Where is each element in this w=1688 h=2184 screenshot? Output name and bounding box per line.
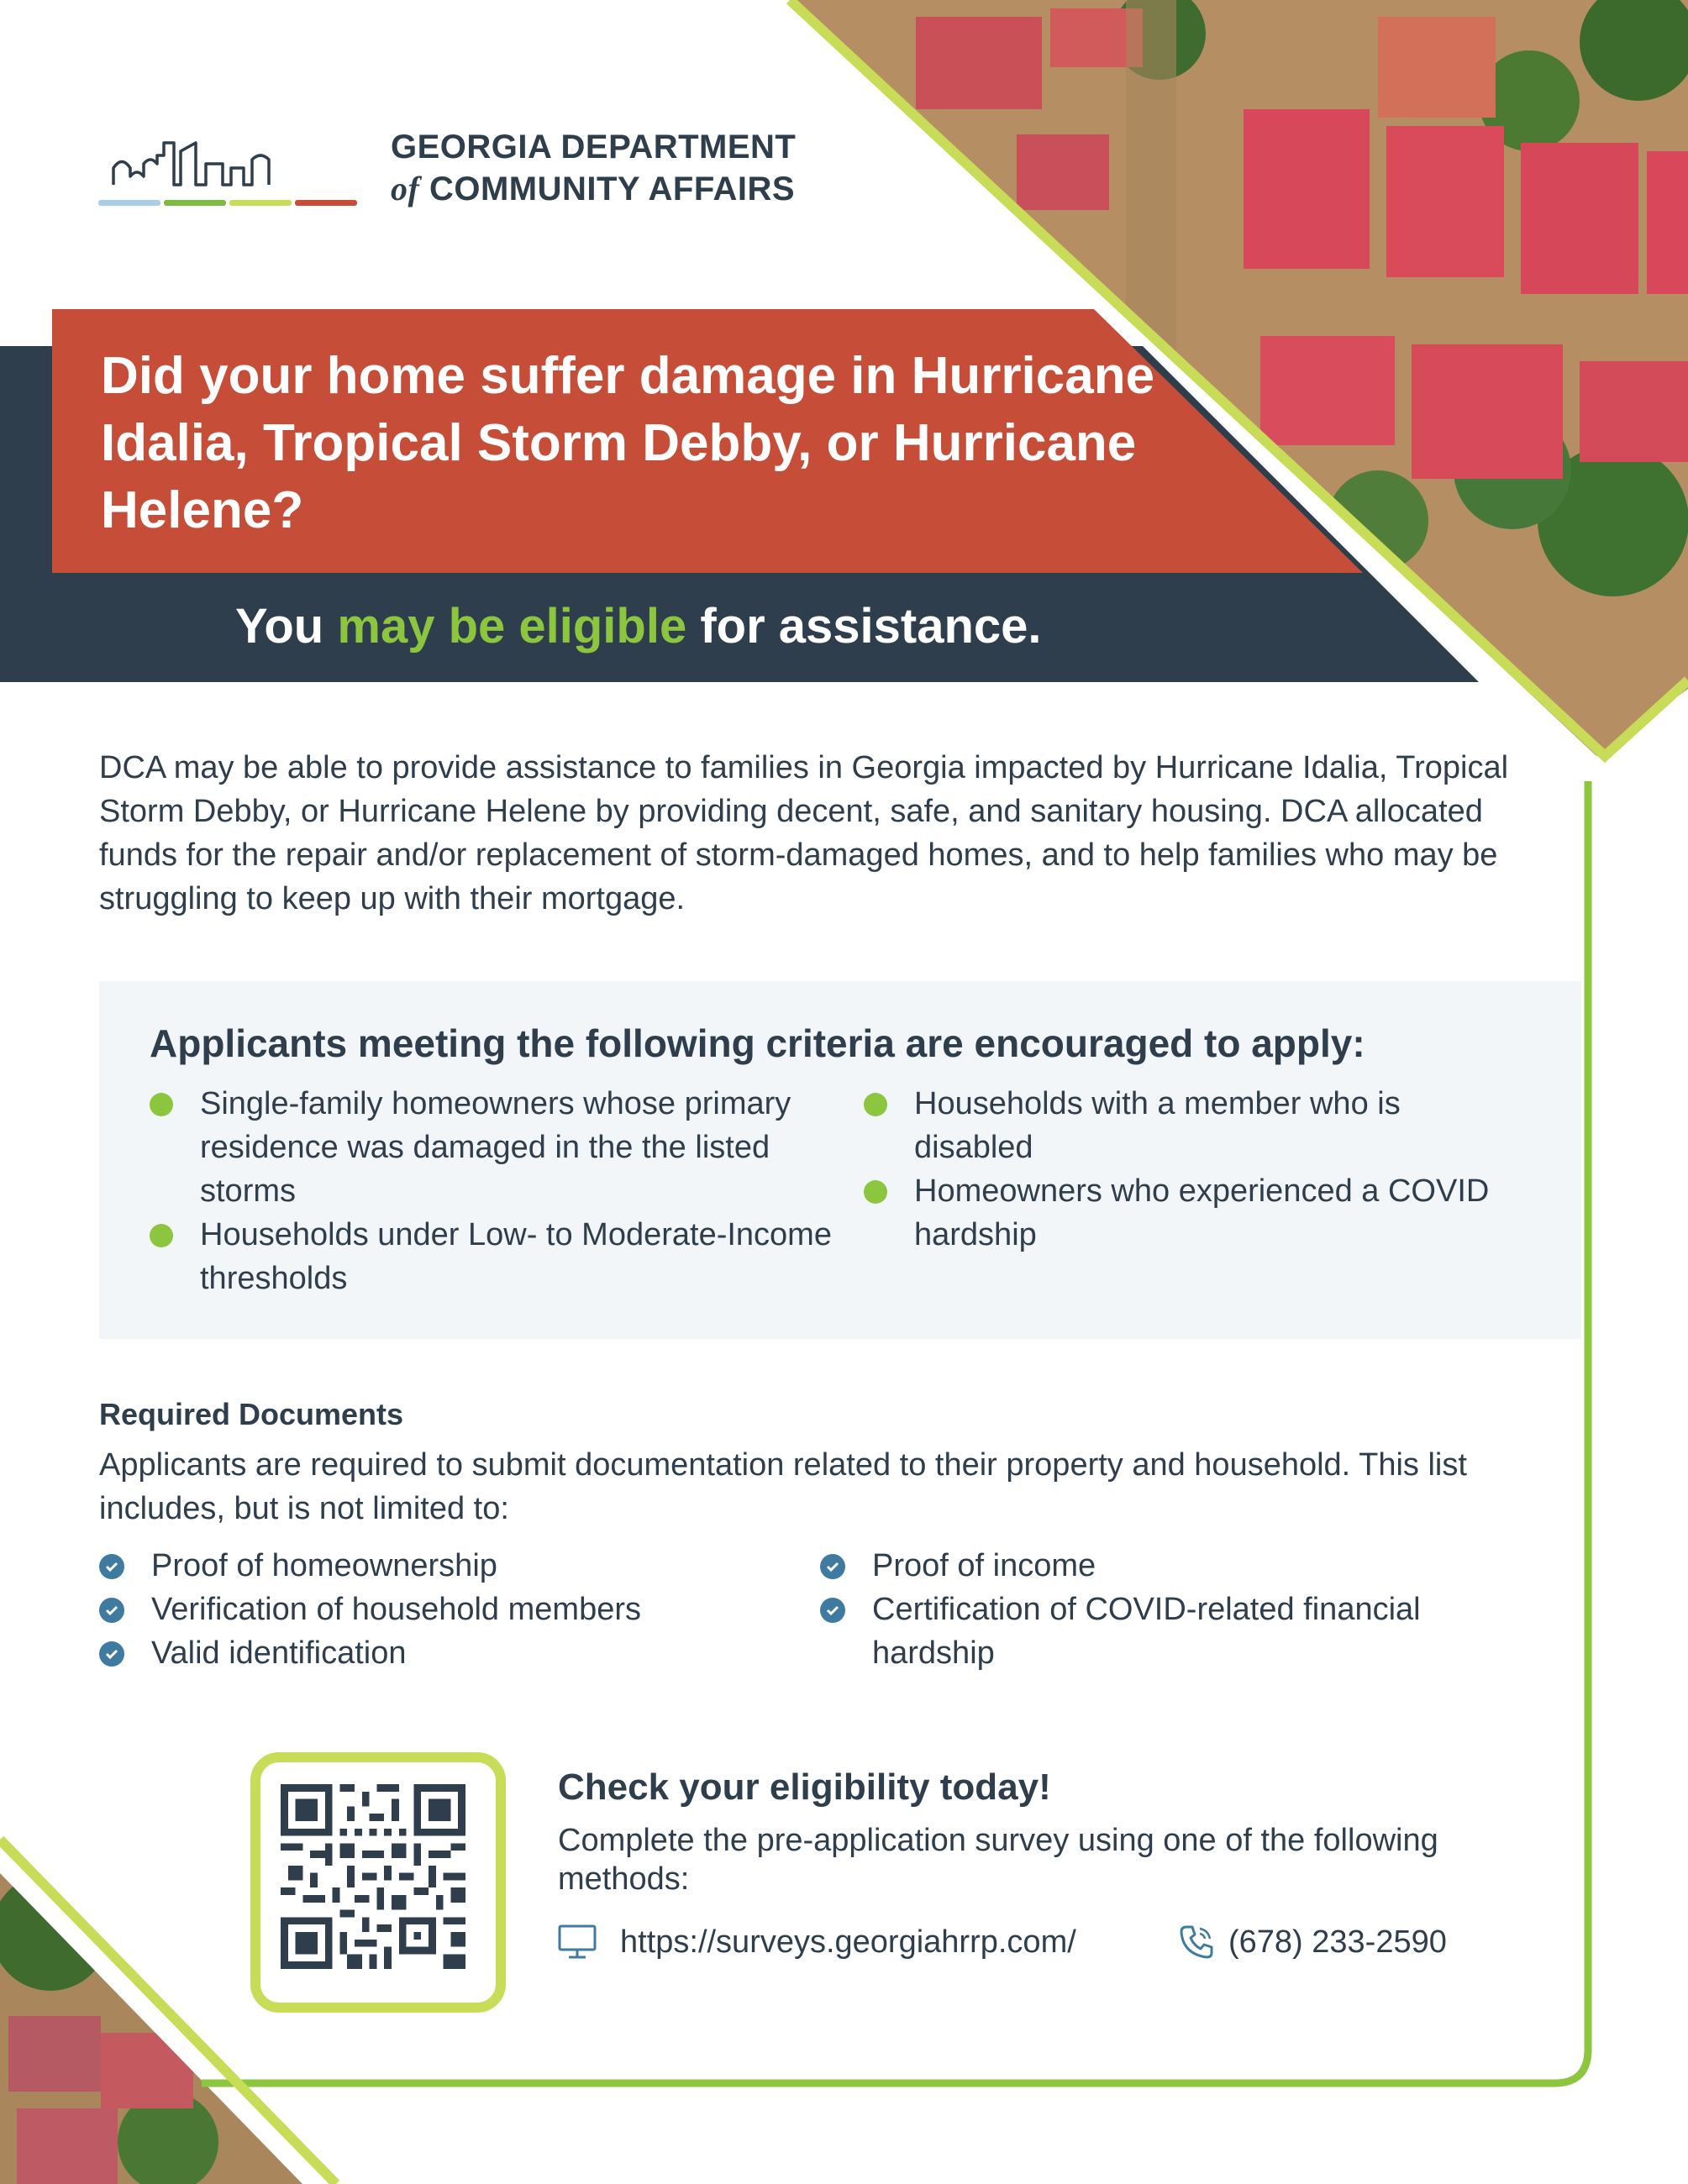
document-item-text: Certification of COVID-related financial hardship <box>872 1592 1421 1671</box>
checkmark-icon <box>820 1554 845 1579</box>
criteria-list-left <box>150 1082 847 1300</box>
checkmark-icon <box>99 1641 124 1667</box>
agency-name-line1: GEORGIA DEPARTMENT <box>391 129 797 165</box>
computer-monitor-icon <box>558 1924 597 1961</box>
criteria-item <box>864 1169 1502 1257</box>
agency-name-community: COMMUNITY AFFAIRS <box>429 171 796 207</box>
bullet-dot-icon <box>150 1224 173 1247</box>
agency-name <box>391 126 796 210</box>
criteria-item <box>150 1082 847 1213</box>
headline-question: Did your home suffer damage in Hurricane Idalia, Tropical Storm Debby, or Hurricane Helene? <box>101 347 1155 539</box>
intro-paragraph: DCA may be able to provide assistance to families in Georgia impacted by Hurricane Idalia, Tropical Storm Debby, or Hurricane Helene by providing decent, safe, and sanitary housing. DCA allocated funds for the repair and/or replacement of storm-damaged homes, and to help families who may be struggling to keep up with their mortgage. <box>99 750 1509 916</box>
eligibility-subheadline <box>235 593 1042 660</box>
cta-body: Complete the pre-application survey using one of the following methods: <box>558 1823 1438 1897</box>
eligible-highlight: may be eligible <box>337 599 687 654</box>
document-item-text: Proof of income <box>872 1548 1096 1583</box>
criteria-list-right <box>864 1082 1502 1257</box>
phone-icon <box>1178 1924 1215 1961</box>
eligible-prefix: You <box>235 599 324 654</box>
criteria-title: Applicants meeting the following criteria are encouraged to apply: <box>150 1021 1365 1065</box>
cta-title: Check your eligibility today! <box>558 1767 1051 1808</box>
documents-list-right <box>820 1544 1459 1675</box>
criteria-item-text: Households with a member who is disabled <box>914 1086 1401 1165</box>
document-item-text: Verification of household members <box>151 1592 641 1627</box>
document-item <box>99 1588 822 1631</box>
document-item <box>99 1544 822 1588</box>
criteria-item-text: Households under Low- to Moderate-Income thresholds <box>200 1217 832 1296</box>
documents-intro: Applicants are required to submit documentation related to their property and household. This list includes, but is not limited to: <box>99 1447 1467 1526</box>
criteria-item-text: Single-family homeowners whose primary residence was damaged in the the listed storms <box>200 1086 791 1209</box>
qr-code[interactable] <box>281 1784 465 1969</box>
criteria-item-text: Homeowners who experienced a COVID hardship <box>914 1173 1490 1252</box>
document-item-text: Proof of homeownership <box>151 1548 497 1583</box>
document-item <box>99 1631 822 1675</box>
survey-url-link[interactable]: https://surveys.georgiahrrp.com/ <box>620 1924 1076 1960</box>
checkmark-icon <box>99 1554 124 1579</box>
bullet-dot-icon <box>150 1093 173 1116</box>
agency-name-line2 <box>391 168 796 210</box>
documents-title: Required Documents <box>99 1397 404 1431</box>
document-item <box>820 1544 1459 1588</box>
document-item <box>820 1588 1459 1675</box>
criteria-item <box>864 1082 1502 1169</box>
document-item-text: Valid identification <box>151 1635 407 1671</box>
eligible-suffix: for assistance. <box>700 599 1042 654</box>
checkmark-icon <box>820 1598 845 1623</box>
phone-number-link[interactable]: (678) 233-2590 <box>1228 1924 1447 1960</box>
bullet-dot-icon <box>864 1180 887 1204</box>
dca-skyline-logo <box>97 118 365 210</box>
documents-list-left <box>99 1544 822 1675</box>
bullet-dot-icon <box>864 1093 887 1116</box>
criteria-item <box>150 1213 847 1300</box>
agency-name-of: of <box>391 170 420 207</box>
checkmark-icon <box>99 1598 124 1623</box>
